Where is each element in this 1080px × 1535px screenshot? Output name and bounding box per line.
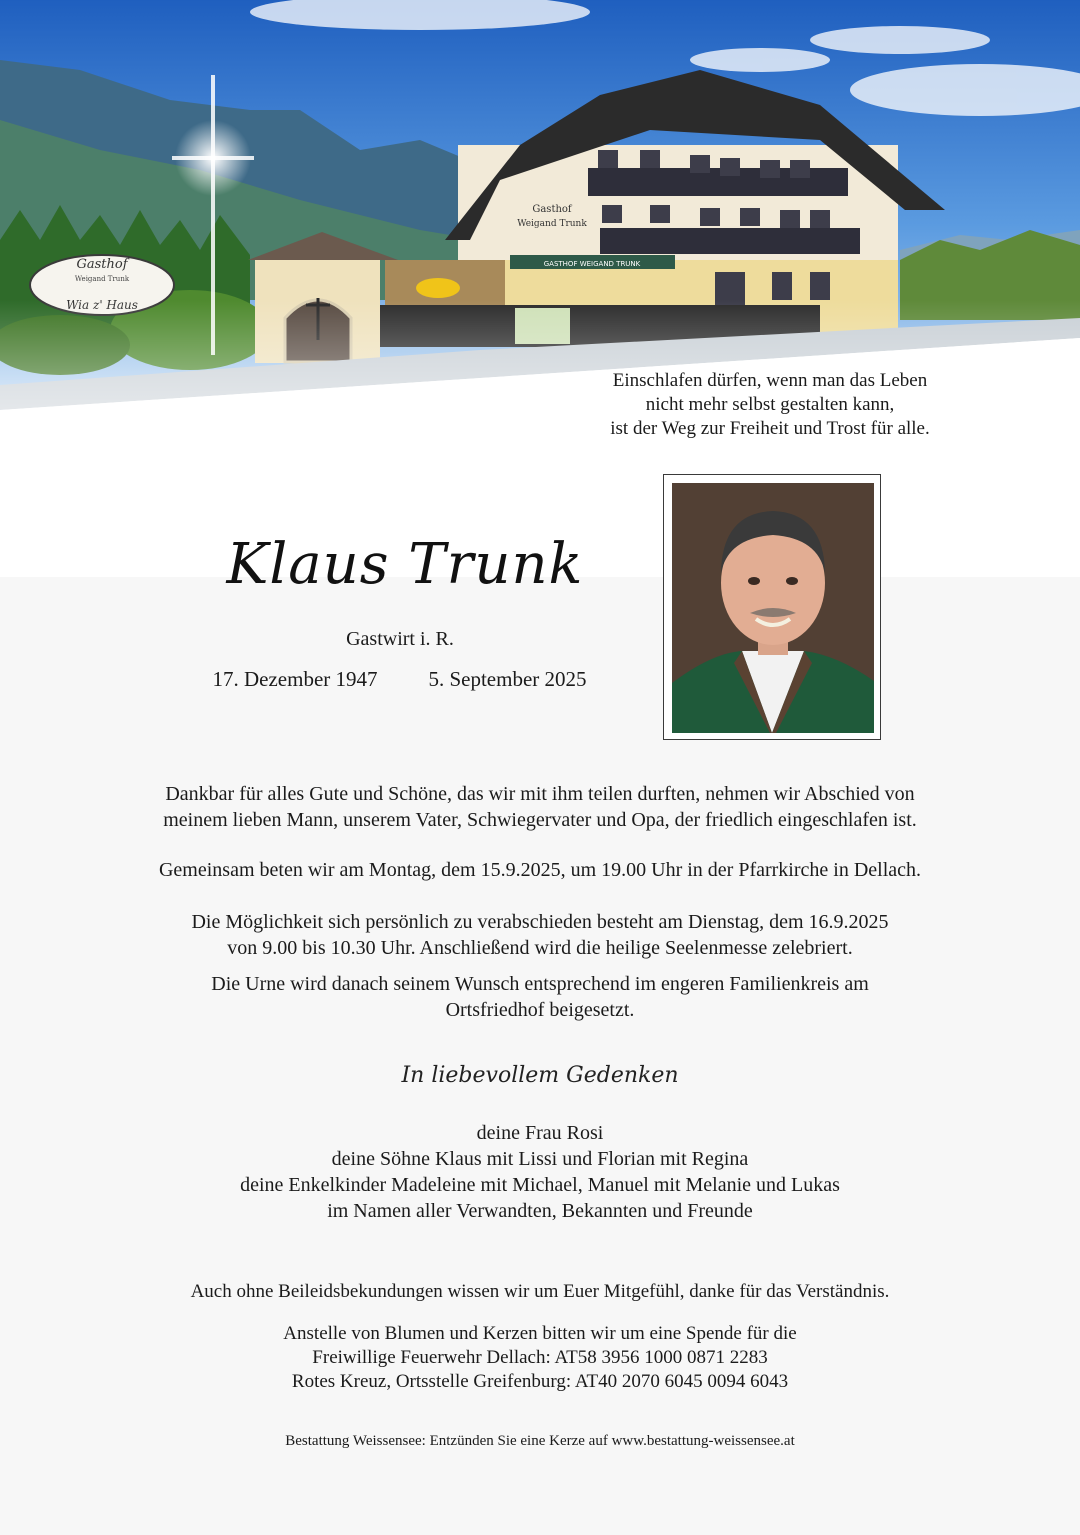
awning-text: GASTHOF WEIGAND TRUNK bbox=[543, 260, 641, 268]
donation-line: Anstelle von Blumen und Kerzen bitten wir um eine Spende für die bbox=[283, 1323, 797, 1344]
memorial-quote bbox=[560, 369, 980, 441]
donation-note bbox=[60, 1322, 1020, 1394]
deceased-title: Gastwirt i. R. bbox=[346, 628, 454, 650]
mourner-line: deine Enkelkinder Madeleine mit Michael, Manuel mit Melanie und Lukas bbox=[240, 1174, 840, 1196]
inn-sign-text-2: Weigand Trunk bbox=[74, 275, 130, 283]
quote-line: nicht mehr selbst gestalten kann, bbox=[645, 394, 895, 415]
paragraph-line: Die Urne wird danach seinem Wunsch entsprechend im engeren Familienkreis am bbox=[211, 973, 869, 995]
quote-line: Einschlafen dürfen, wenn man das Leben bbox=[612, 370, 928, 391]
gratitude-paragraph bbox=[60, 781, 1020, 833]
burial-paragraph bbox=[60, 971, 1020, 1023]
thanks-line: Auch ohne Beileidsbekundungen wissen wir um Euer Mitgefühl, danke für das Verständnis. bbox=[190, 1281, 890, 1302]
facade-text-2: Weigand Trunk bbox=[517, 219, 587, 229]
mourner-line: im Namen aller Verwandten, Bekannten und Freunde bbox=[327, 1200, 753, 1222]
paragraph-line: Gemeinsam beten wir am Montag, dem 15.9.2025, um 19.00 Uhr in der Pfarrkirche in Dellach. bbox=[158, 859, 922, 881]
funeral-home-footer: Bestattung Weissensee: Entzünden Sie eine Kerze auf www.bestattung-weissensee.at bbox=[285, 1433, 795, 1449]
death-date: 5. September 2025 bbox=[428, 667, 587, 691]
paragraph-line: Ortsfriedhof beigesetzt. bbox=[445, 999, 635, 1021]
donation-line: Rotes Kreuz, Ortsstelle Greifenburg: AT40 2070 6045 0094 6043 bbox=[291, 1371, 789, 1392]
thanks-note bbox=[60, 1279, 1020, 1305]
birth-date: 17. Dezember 1947 bbox=[212, 667, 378, 691]
mourners-list bbox=[60, 1120, 1020, 1224]
paragraph-line: meinem lieben Mann, unserem Vater, Schwiegervater und Opa, der friedlich eingeschlafen ist. bbox=[163, 809, 917, 831]
memorial-heading: In liebevollem Gedenken bbox=[401, 1063, 679, 1088]
donation-line: Freiwillige Feuerwehr Dellach: AT58 3956 1000 0871 2283 bbox=[312, 1347, 768, 1368]
prayer-paragraph bbox=[60, 857, 1020, 883]
farewell-paragraph bbox=[60, 909, 1020, 961]
portrait-photo bbox=[672, 483, 874, 733]
mourner-line: deine Frau Rosi bbox=[476, 1122, 604, 1144]
header-landscape-image bbox=[0, 0, 1080, 420]
inn-sign-text-1: Gasthof bbox=[76, 257, 128, 272]
quote-line: ist der Weg zur Freiheit und Trost für alle. bbox=[610, 418, 930, 439]
portrait-frame bbox=[663, 474, 881, 740]
deceased-name: Klaus Trunk bbox=[226, 532, 584, 597]
facade-text-1: Gasthof bbox=[532, 204, 572, 215]
paragraph-line: Dankbar für alles Gute und Schöne, das wir mit ihm teilen durften, nehmen wir Abschied von bbox=[165, 783, 915, 805]
paragraph-line: Die Möglichkeit sich persönlich zu verabschieden besteht am Dienstag, dem 16.9.2025 bbox=[191, 911, 889, 933]
paragraph-line: von 9.00 bis 10.30 Uhr. Anschließend wird die heilige Seelenmesse zelebriert. bbox=[227, 937, 853, 959]
mourner-line: deine Söhne Klaus mit Lissi und Florian mit Regina bbox=[331, 1148, 749, 1170]
